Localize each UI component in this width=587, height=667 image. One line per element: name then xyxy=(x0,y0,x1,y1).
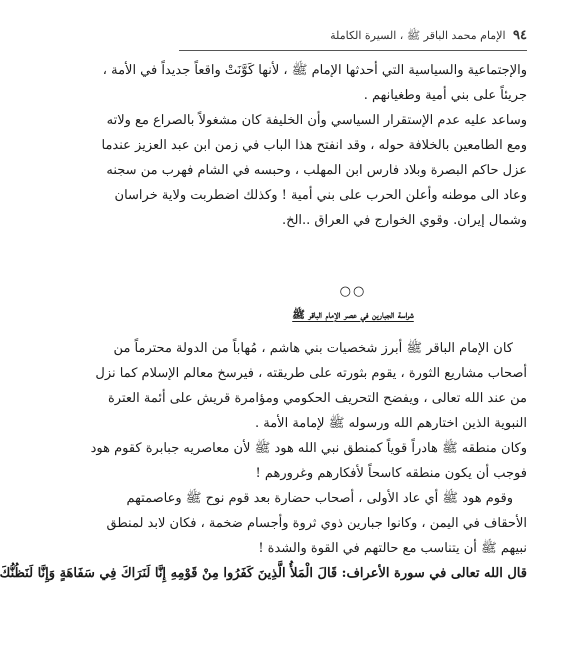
text-line: جريئاً على بني أمية وطغيانهم . xyxy=(363,88,527,103)
text-line: عزل حاكم البصرة وبلاد فارس ابن المهلب ، وحبسه في الشام فهرب من سجنه xyxy=(106,163,527,178)
text-line: كان الإمام الباقر ﷺ أبرز شخصيات بني هاشم ، مُهاباً من الدولة محترماً من xyxy=(113,341,513,356)
text-line: وكان منطقه ﷺ هادراً قوياً كمنطق نبي الله هود ﷺ لأن معاصريه جبابرة كقوم هود xyxy=(90,441,527,456)
text-line: وشمال إيران. وقوي الخوارج في العراق ..الخ. xyxy=(281,213,527,228)
text-line: النبوية الذين اختارهم الله ورسوله ﷺ لإمامة الأمة . xyxy=(254,416,527,431)
text-line: نبيهم ﷺ أن يتناسب مع حالتهم في القوة والشدة ! xyxy=(258,541,527,556)
text-line: والإجتماعية والسياسية التي أحدثها الإمام ﷺ ، لأنها كَوَّنَتْ واقعاً جديداً في الأمة ، xyxy=(102,63,527,78)
section-title: شراسة الجبارين في عصر الإمام الباقر ﷺ xyxy=(292,309,414,321)
running-title: الإمام محمد الباقر ﷺ ، السيرة الكاملة xyxy=(330,29,506,42)
body-text-top xyxy=(101,58,527,233)
section-separator: ○○ xyxy=(339,284,367,299)
text-line: فوجب أن يكون منطقه كاسحاً لأفكارهم وغرورهم ! xyxy=(255,466,527,481)
text-line: من عند الله تعالى ، ويفضح التحريف الحكومي ومؤامرة قريش على أئمة العترة xyxy=(107,391,527,406)
text-line: أصحاب مشاريع الثورة ، يقوم بثورته على طريقته ، فيرسخ معالم الإسلام كما نزل xyxy=(95,366,527,381)
text-line: وعاد الى موطنه وأعلن الحرب على بني أمية ! وكذلك اضطربت ولاية خراسان xyxy=(114,188,527,203)
body-text-bottom xyxy=(0,336,527,586)
text-line: الأحقاف في اليمن ، وكانوا جبارين ذوي ثروة وأجسام ضخمة ، فكان لابد لمنطق xyxy=(106,516,527,531)
page-number: ٩٤ xyxy=(513,28,527,43)
running-header xyxy=(179,28,527,48)
text-line: وساعد عليه عدم الإستقرار السياسي وأن الخليفة كان مشغولاً بالصراع مع ولاته xyxy=(106,113,527,128)
text-line: ومع الطامعين بالخلافة حوله ، وقد انفتح هذا الباب في زمن ابن عبد العزيز عندما xyxy=(101,138,527,153)
text-line-quran-quote: قال الله تعالى في سورة الأعراف: قَالَ الْمَلأُ الَّذِينَ كَفَرُوا مِنْ قَوْمِهِ إِنَّا لَنَرَاكَ فِي سَفَاهَةٍ وَإِنَّا لَنَظُنُّكَ xyxy=(0,566,527,581)
text-line: وقوم هود ﷺ أي عاد الأولى ، أصحاب حضارة بعد قوم نوح ﷺ وعاصمتهم xyxy=(126,491,513,506)
header-divider xyxy=(179,50,527,51)
